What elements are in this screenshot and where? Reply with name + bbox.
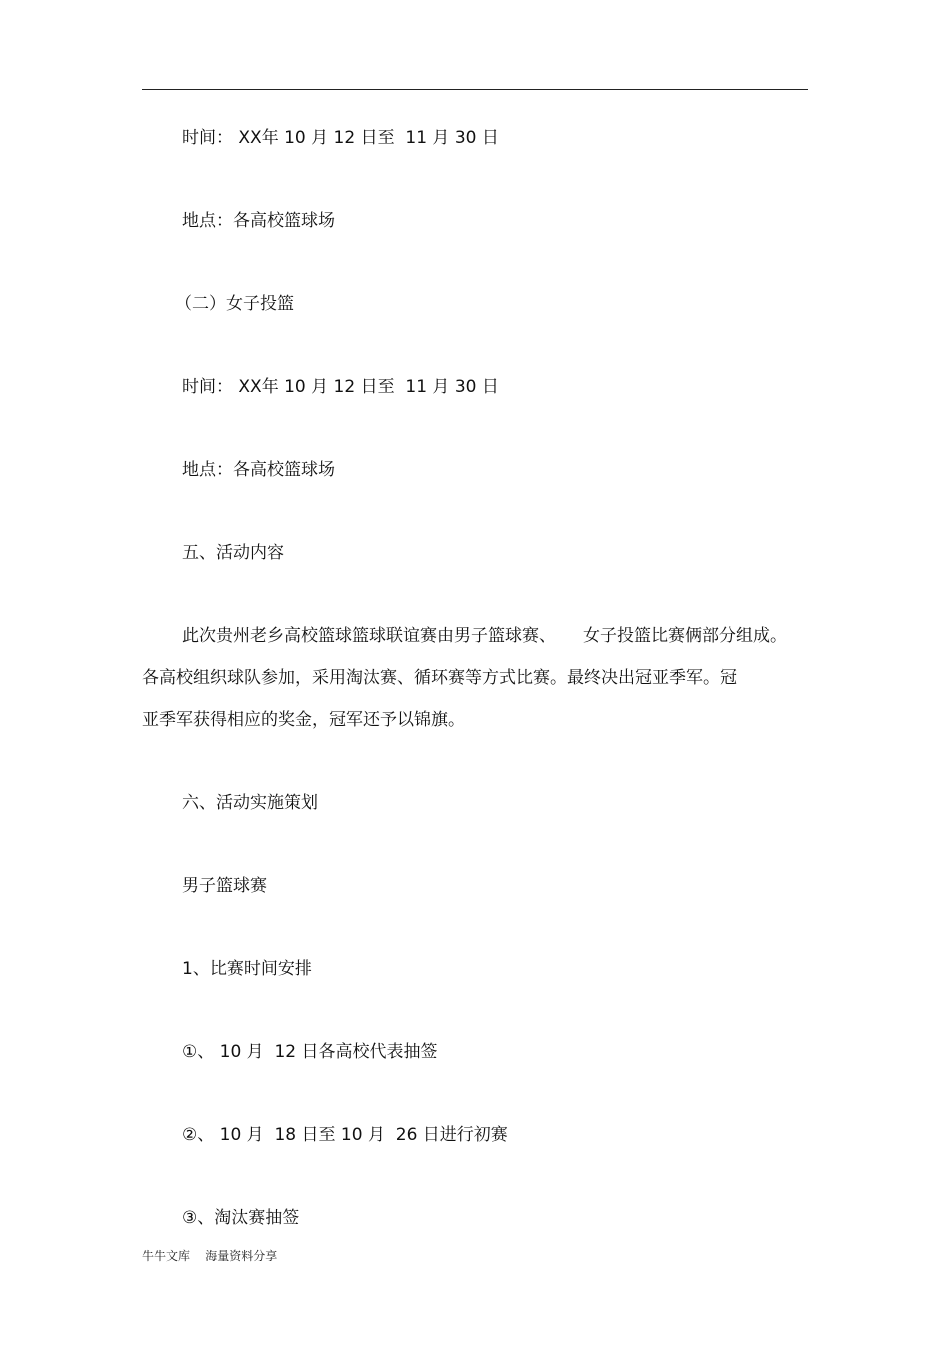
paragraph-line-2: 各高校组织球队参加，采用淘汰赛、循环赛等方式比赛。最终决出冠亚季军。冠 — [142, 668, 737, 688]
header-rule — [142, 89, 808, 90]
section-heading-implementation: 六、活动实施策划 — [182, 793, 318, 813]
time-line-2: 时间： XX年 10 月 12 日至 11 月 30 日 — [182, 377, 499, 397]
schedule-item-1: ①、 10 月 12 日各高校代表抽签 — [182, 1042, 438, 1062]
time-line-1: 时间： XX年 10 月 12 日至 11 月 30 日 — [182, 128, 499, 148]
list-heading-schedule: 1、比赛时间安排 — [182, 959, 312, 979]
page-footer: 牛牛文库 海量资料分享 — [142, 1249, 278, 1263]
location-line-2: 地点：各高校篮球场 — [182, 460, 335, 480]
subheading-mens-basketball: 男子篮球赛 — [182, 876, 267, 896]
paragraph-line-3: 亚季军获得相应的奖金，冠军还予以锦旗。 — [142, 710, 465, 730]
section-heading-women-shooting: （二）女子投篮 — [175, 294, 294, 314]
paragraph-line-1: 此次贵州老乡高校篮球篮球联谊赛由男子篮球赛、 女子投篮比赛俩部分组成。 — [182, 626, 788, 646]
schedule-item-2: ②、 10 月 18 日至 10 月 26 日进行初赛 — [182, 1125, 508, 1145]
schedule-item-3: ③、淘汰赛抽签 — [182, 1208, 300, 1228]
section-heading-activity-content: 五、活动内容 — [182, 543, 284, 563]
location-line-1: 地点：各高校篮球场 — [182, 211, 335, 231]
